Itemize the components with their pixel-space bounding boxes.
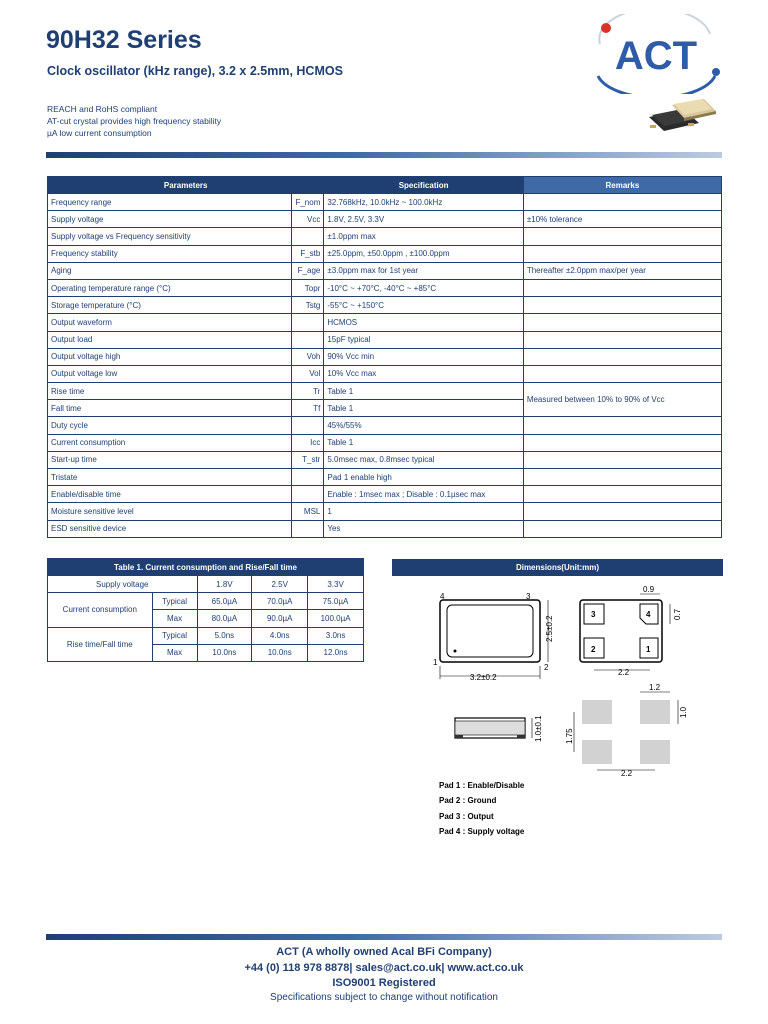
pin-label: 2 bbox=[544, 663, 549, 672]
remark-cell bbox=[523, 228, 721, 245]
symbol-cell: Tstg bbox=[292, 297, 324, 314]
param-cell: Supply voltage bbox=[48, 211, 292, 228]
spec-table bbox=[47, 176, 722, 538]
symbol-cell bbox=[292, 314, 324, 331]
param-cell: Frequency stability bbox=[48, 245, 292, 262]
param-cell: Output voltage high bbox=[48, 348, 292, 365]
table-row bbox=[48, 262, 722, 279]
land-pad bbox=[582, 700, 612, 724]
page-subtitle: Clock oscillator (kHz range), 3.2 x 2.5mm, HCMOS bbox=[47, 64, 343, 78]
table-row bbox=[48, 593, 364, 610]
table-cell: Typical bbox=[152, 593, 197, 610]
symbol-cell: Tf bbox=[292, 400, 324, 417]
symbol-cell: Vol bbox=[292, 365, 324, 382]
table-row bbox=[48, 279, 722, 296]
param-cell: Frequency range bbox=[48, 194, 292, 211]
table-row bbox=[48, 520, 722, 537]
param-cell: Enable/disable time bbox=[48, 486, 292, 503]
dim-land-width: 1.2 bbox=[649, 683, 661, 692]
table-row bbox=[48, 348, 722, 365]
pad-number: 2 bbox=[591, 645, 596, 654]
spec-header-row bbox=[48, 177, 722, 194]
current-consumption-label: Current consumption bbox=[48, 593, 153, 627]
pad-legend-item: Pad 3 : Output bbox=[439, 811, 494, 821]
table-cell: 90.0µA bbox=[252, 610, 308, 627]
spec-cell: HCMOS bbox=[324, 314, 523, 331]
pad-number: 3 bbox=[591, 610, 596, 619]
spec-cell: 32.768kHz, 10.0kHz ~ 100.0kHz bbox=[324, 194, 523, 211]
remark-cell bbox=[523, 194, 721, 211]
feature-item: µA low current consumption bbox=[47, 128, 152, 138]
pin-label: 3 bbox=[526, 592, 531, 601]
symbol-cell bbox=[292, 469, 324, 486]
remark-cell bbox=[523, 417, 721, 434]
table-row bbox=[48, 297, 722, 314]
param-cell: Supply voltage vs Frequency sensitivity bbox=[48, 228, 292, 245]
symbol-cell: MSL bbox=[292, 503, 324, 520]
param-cell: Output load bbox=[48, 331, 292, 348]
remark-cell bbox=[523, 434, 721, 451]
pad-legend-item: Pad 1 : Enable/Disable bbox=[439, 781, 525, 790]
pad-legend bbox=[439, 778, 524, 839]
table-cell: Max bbox=[152, 610, 197, 627]
remark-cell bbox=[523, 348, 721, 365]
symbol-cell bbox=[292, 520, 324, 537]
table-row bbox=[48, 503, 722, 520]
remark-cell bbox=[523, 314, 721, 331]
remark-cell bbox=[523, 365, 721, 382]
dimensions-title: Dimensions(Unit:mm) bbox=[392, 559, 723, 576]
table-cell: 3.0ns bbox=[308, 627, 364, 644]
supply-voltage-label: Supply voltage bbox=[48, 576, 198, 593]
remark-cell bbox=[523, 297, 721, 314]
table-cell: 5.0ns bbox=[197, 627, 252, 644]
param-cell: Storage temperature (°C) bbox=[48, 297, 292, 314]
spec-cell: 5.0msec max, 0.8msec typical bbox=[324, 451, 523, 468]
col-header-parameters: Parameters bbox=[48, 177, 324, 194]
remark-cell bbox=[523, 486, 721, 503]
feature-item: AT-cut crystal provides high frequency stability bbox=[47, 116, 222, 126]
spec-cell: Table 1 bbox=[324, 383, 523, 400]
symbol-cell: Tr bbox=[292, 383, 324, 400]
param-cell: Start-up time bbox=[48, 451, 292, 468]
table-row bbox=[48, 365, 722, 382]
dim-height: 2.5±0.2 bbox=[545, 615, 554, 642]
remark-cell bbox=[523, 279, 721, 296]
pin-label: 4 bbox=[440, 592, 445, 601]
spec-cell: ±25.0ppm, ±50.0ppm , ±100.0ppm bbox=[324, 245, 523, 262]
dim-land-pitch: 2.2 bbox=[621, 769, 633, 778]
param-cell: Fall time bbox=[48, 400, 292, 417]
footer-iso: ISO9001 Registered bbox=[332, 977, 436, 989]
pad-number: 4 bbox=[646, 610, 651, 619]
spec-cell: Pad 1 enable high bbox=[324, 469, 523, 486]
table-cell: Max bbox=[152, 644, 197, 661]
param-cell: Current consumption bbox=[48, 434, 292, 451]
page-title: 90H32 Series bbox=[46, 26, 202, 54]
symbol-cell: Vcc bbox=[292, 211, 324, 228]
param-cell: ESD sensitive device bbox=[48, 520, 292, 537]
dim-pad-height: 0.7 bbox=[673, 608, 682, 620]
header-divider bbox=[46, 152, 722, 158]
spec-cell: 10% Vcc max bbox=[324, 365, 523, 382]
dim-width: 3.2±0.2 bbox=[470, 673, 497, 682]
pin-label: 1 bbox=[433, 658, 438, 667]
param-cell: Moisture sensitive level bbox=[48, 503, 292, 520]
table-cell: 10.0ns bbox=[252, 644, 308, 661]
remark-cell: Measured between 10% to 90% of Vcc bbox=[523, 383, 721, 417]
product-photo bbox=[644, 95, 719, 140]
table-cell: 75.0µA bbox=[308, 593, 364, 610]
symbol-cell bbox=[292, 331, 324, 348]
land-pad bbox=[582, 740, 612, 764]
table-row bbox=[48, 383, 722, 400]
remark-cell bbox=[523, 520, 721, 537]
feature-item: REACH and RoHS compliant bbox=[47, 104, 158, 114]
table1-title: Table 1. Current consumption and Rise/Fall time bbox=[48, 559, 364, 576]
remark-cell bbox=[523, 331, 721, 348]
dim-land-span: 1.75 bbox=[565, 728, 574, 744]
table-cell: 65.0µA bbox=[197, 593, 252, 610]
table-cell: 1.8V bbox=[197, 576, 252, 593]
footer-contact: +44 (0) 118 978 8878| sales@act.co.uk| www.act.co.uk bbox=[244, 962, 524, 974]
spec-cell: Enable : 1msec max ; Disable : 0.1µsec max bbox=[324, 486, 523, 503]
remark-cell bbox=[523, 469, 721, 486]
table-cell: 3.3V bbox=[308, 576, 364, 593]
table-cell: 4.0ns bbox=[252, 627, 308, 644]
symbol-cell: F_stb bbox=[292, 245, 324, 262]
spec-cell: -10°C ~ +70°C, -40°C ~ +85°C bbox=[324, 279, 523, 296]
dim-pad-pitch: 2.2 bbox=[618, 668, 630, 677]
symbol-cell bbox=[292, 417, 324, 434]
param-cell: Output waveform bbox=[48, 314, 292, 331]
table-row bbox=[48, 469, 722, 486]
table-row bbox=[48, 417, 722, 434]
footer-company: ACT (A wholly owned Acal BFi Company) bbox=[276, 946, 492, 958]
remark-cell bbox=[523, 245, 721, 262]
symbol-cell: T_str bbox=[292, 451, 324, 468]
table-row bbox=[48, 211, 722, 228]
dim-pad-width: 0.9 bbox=[643, 585, 655, 594]
table-cell: 70.0µA bbox=[252, 593, 308, 610]
spec-cell: ±1.0ppm max bbox=[324, 228, 523, 245]
act-logo bbox=[590, 14, 725, 94]
pad-number: 1 bbox=[646, 645, 651, 654]
feature-list bbox=[47, 103, 221, 139]
remark-cell bbox=[523, 451, 721, 468]
dim-thickness: 1.0±0.1 bbox=[534, 715, 543, 742]
spec-cell: 1.8V, 2.5V, 3.3V bbox=[324, 211, 523, 228]
symbol-cell bbox=[292, 486, 324, 503]
table-cell: 10.0ns bbox=[197, 644, 252, 661]
table-row bbox=[48, 228, 722, 245]
table-cell: 12.0ns bbox=[308, 644, 364, 661]
spec-cell: Table 1 bbox=[324, 400, 523, 417]
remark-cell: Thereafter ±2.0ppm max/per year bbox=[523, 262, 721, 279]
dim-land-height: 1.0 bbox=[679, 706, 688, 718]
footer-divider bbox=[46, 934, 722, 940]
symbol-cell: Icc bbox=[292, 434, 324, 451]
table-cell: Typical bbox=[152, 627, 197, 644]
spec-cell: 45%/55% bbox=[324, 417, 523, 434]
param-cell: Aging bbox=[48, 262, 292, 279]
symbol-cell: Voh bbox=[292, 348, 324, 365]
col-header-specification: Specification bbox=[324, 177, 523, 194]
table-cell: 80.0µA bbox=[197, 610, 252, 627]
param-cell: Tristate bbox=[48, 469, 292, 486]
remark-cell bbox=[523, 503, 721, 520]
param-cell: Output voltage low bbox=[48, 365, 292, 382]
remark-cell: ±10% tolerance bbox=[523, 211, 721, 228]
spec-cell: Table 1 bbox=[324, 434, 523, 451]
symbol-cell: Topr bbox=[292, 279, 324, 296]
spec-cell: ±3.0ppm max for 1st year bbox=[324, 262, 523, 279]
spec-cell: -55°C ~ +150°C bbox=[324, 297, 523, 314]
spec-cell: Yes bbox=[324, 520, 523, 537]
spec-cell: 1 bbox=[324, 503, 523, 520]
table-cell: 2.5V bbox=[252, 576, 308, 593]
table-1 bbox=[47, 558, 364, 662]
table-row bbox=[48, 245, 722, 262]
pad-legend-item: Pad 2 : Ground bbox=[439, 796, 497, 806]
table-row bbox=[48, 434, 722, 451]
table-row bbox=[48, 314, 722, 331]
table-row bbox=[48, 486, 722, 503]
param-cell: Operating temperature range (°C) bbox=[48, 279, 292, 296]
table-row bbox=[48, 627, 364, 644]
table-row bbox=[48, 331, 722, 348]
spec-cell: 90% Vcc min bbox=[324, 348, 523, 365]
symbol-cell bbox=[292, 228, 324, 245]
pad-legend-item: Pad 4 : Supply voltage bbox=[439, 826, 525, 836]
param-cell: Rise time bbox=[48, 383, 292, 400]
symbol-cell: F_nom bbox=[292, 194, 324, 211]
spec-cell: 15pF typical bbox=[324, 331, 523, 348]
symbol-cell: F_age bbox=[292, 262, 324, 279]
logo-text: ACT bbox=[614, 34, 698, 78]
land-pad bbox=[640, 740, 670, 764]
footer-note: Specifications subject to change without notification bbox=[270, 992, 498, 1003]
table-cell: 100.0µA bbox=[308, 610, 364, 627]
table-row bbox=[48, 576, 364, 593]
table-row bbox=[48, 194, 722, 211]
land-pad bbox=[640, 700, 670, 724]
col-header-remarks: Remarks bbox=[523, 177, 721, 194]
param-cell: Duty cycle bbox=[48, 417, 292, 434]
rise-fall-label: Rise time/Fall time bbox=[48, 627, 153, 661]
dimension-drawings bbox=[420, 580, 700, 780]
table-row bbox=[48, 451, 722, 468]
